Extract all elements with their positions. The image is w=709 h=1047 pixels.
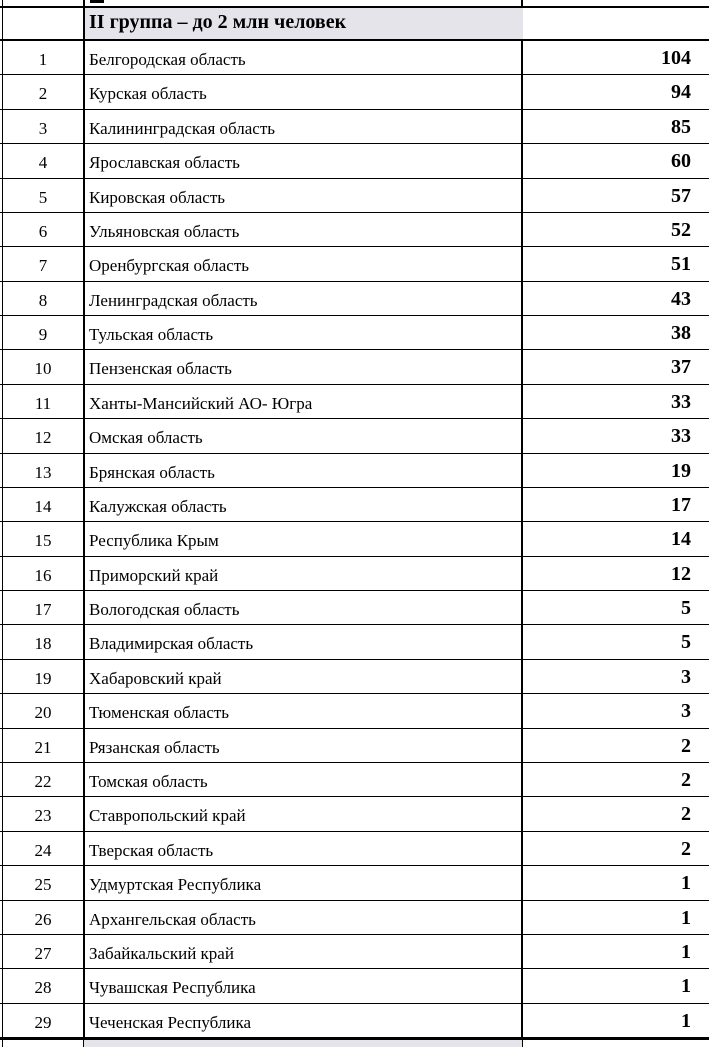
row-value: 37 bbox=[671, 356, 691, 379]
row-rank: 6 bbox=[38, 221, 48, 241]
row-value: 57 bbox=[671, 184, 691, 207]
table-row bbox=[0, 488, 709, 522]
row-value: 1 bbox=[681, 940, 691, 963]
table-row bbox=[0, 901, 709, 935]
table-row bbox=[0, 591, 709, 625]
row-region-name: Чеченская Республика bbox=[89, 1012, 251, 1032]
row-region-name: Архангельская область bbox=[89, 909, 256, 929]
table-row bbox=[0, 557, 709, 591]
row-rank: 28 bbox=[34, 978, 52, 998]
table-row bbox=[0, 144, 709, 178]
row-rank: 20 bbox=[34, 703, 52, 723]
row-region-name: Республика Крым bbox=[89, 531, 219, 551]
table-row bbox=[0, 797, 709, 831]
row-region-name: Тульская область bbox=[89, 325, 214, 345]
row-rank: 22 bbox=[34, 771, 52, 791]
table-row bbox=[0, 1004, 709, 1038]
row-value: 33 bbox=[671, 425, 691, 448]
row-rank: 15 bbox=[34, 531, 52, 551]
row-rank: 9 bbox=[38, 325, 48, 345]
row-value: 38 bbox=[671, 322, 691, 345]
row-rank: 3 bbox=[38, 118, 48, 138]
group-header-cell bbox=[84, 8, 523, 39]
table-row bbox=[0, 75, 709, 109]
row-value: 2 bbox=[681, 837, 691, 860]
row-rank: 23 bbox=[34, 806, 52, 826]
row-region-name: Кировская область bbox=[89, 187, 226, 207]
row-value: 2 bbox=[681, 734, 691, 757]
row-rank: 4 bbox=[38, 153, 48, 173]
table-row bbox=[0, 866, 709, 900]
table-row bbox=[0, 522, 709, 556]
row-value: 17 bbox=[671, 493, 691, 516]
row-value: 43 bbox=[671, 287, 691, 310]
row-region-name: Курская область bbox=[89, 84, 207, 104]
row-region-name: Хабаровский край bbox=[89, 668, 222, 688]
table-row bbox=[0, 729, 709, 763]
row-region-name: Ставропольский край bbox=[89, 806, 246, 826]
row-region-name: Чувашская Республика bbox=[89, 978, 256, 998]
row-value: 1 bbox=[681, 906, 691, 929]
row-region-name: Тюменская область bbox=[89, 703, 230, 723]
table-row bbox=[0, 110, 709, 144]
cut-off-text-fragment bbox=[90, 0, 104, 3]
table-row bbox=[0, 625, 709, 659]
row-region-name: Забайкальский край bbox=[89, 943, 234, 963]
table-row bbox=[0, 660, 709, 694]
row-value: 52 bbox=[671, 218, 691, 241]
row-region-name: Удмуртская Республика bbox=[89, 875, 262, 895]
row-rank: 27 bbox=[34, 943, 52, 963]
row-rank: 2 bbox=[38, 84, 48, 104]
table-row bbox=[0, 694, 709, 728]
table-row bbox=[0, 316, 709, 350]
row-region-name: Приморский край bbox=[89, 565, 219, 585]
table-row bbox=[0, 247, 709, 281]
row-region-name: Ханты-Мансийский АО- Югра bbox=[89, 393, 313, 413]
row-region-name: Ярославская область bbox=[89, 153, 240, 173]
row-rank: 10 bbox=[34, 359, 52, 379]
row-region-name: Калужская область bbox=[89, 496, 227, 516]
row-rank: 25 bbox=[34, 875, 52, 895]
row-region-name: Тверская область bbox=[89, 840, 214, 860]
row-region-name: Брянская область bbox=[89, 462, 215, 482]
row-value: 5 bbox=[681, 631, 691, 654]
table-row bbox=[0, 179, 709, 213]
row-region-name: Вологодская область bbox=[89, 600, 240, 620]
table-row bbox=[0, 419, 709, 453]
group-title: II группа – до 2 млн человек bbox=[89, 11, 347, 33]
row-rank: 8 bbox=[38, 290, 48, 310]
row-region-name: Пензенская область bbox=[89, 359, 232, 379]
next-group-header-cell bbox=[84, 1040, 522, 1047]
row-rank: 29 bbox=[34, 1012, 52, 1032]
row-region-name: Белгородская область bbox=[89, 50, 246, 69]
row-rank: 13 bbox=[34, 462, 52, 482]
row-rank: 26 bbox=[34, 909, 52, 929]
row-region-name: Ленинградская область bbox=[89, 290, 258, 310]
row-rank: 14 bbox=[34, 496, 52, 516]
row-value: 14 bbox=[671, 528, 691, 551]
row-value: 1 bbox=[681, 1009, 691, 1032]
row-value: 1 bbox=[681, 975, 691, 998]
row-rank: 7 bbox=[38, 256, 48, 276]
row-rank: 1 bbox=[38, 50, 48, 69]
row-value: 5 bbox=[681, 597, 691, 620]
table-row bbox=[0, 350, 709, 384]
row-value: 104 bbox=[661, 47, 691, 69]
row-rank: 24 bbox=[34, 840, 52, 860]
row-region-name: Томская область bbox=[89, 771, 208, 791]
table-row bbox=[0, 213, 709, 247]
table-row bbox=[0, 763, 709, 797]
table-row bbox=[0, 41, 709, 75]
row-value: 60 bbox=[671, 150, 691, 173]
row-value: 2 bbox=[681, 803, 691, 826]
row-value: 12 bbox=[671, 562, 691, 585]
row-rank: 5 bbox=[38, 187, 48, 207]
row-value: 85 bbox=[671, 115, 691, 138]
row-rank: 16 bbox=[34, 565, 52, 585]
row-value: 1 bbox=[681, 872, 691, 895]
table-row bbox=[0, 832, 709, 866]
row-region-name: Оренбургская область bbox=[89, 256, 250, 276]
row-rank: 17 bbox=[34, 600, 52, 620]
row-region-name: Рязанская область bbox=[89, 737, 220, 757]
row-value: 3 bbox=[681, 700, 691, 723]
row-value: 51 bbox=[671, 253, 691, 276]
row-value: 19 bbox=[671, 459, 691, 482]
table-row bbox=[0, 282, 709, 316]
row-region-name: Калининградская область bbox=[89, 118, 275, 138]
row-value: 33 bbox=[671, 390, 691, 413]
row-value: 2 bbox=[681, 768, 691, 791]
row-region-name: Омская область bbox=[89, 428, 203, 448]
row-rank: 19 bbox=[34, 668, 52, 688]
row-value: 94 bbox=[671, 81, 691, 104]
table-row bbox=[0, 385, 709, 419]
row-rank: 11 bbox=[34, 393, 52, 413]
row-region-name: Владимирская область bbox=[89, 634, 254, 654]
table-row bbox=[0, 969, 709, 1003]
row-region-name: Ульяновская область bbox=[89, 221, 240, 241]
row-value: 3 bbox=[681, 665, 691, 688]
table-row bbox=[0, 935, 709, 969]
table-row bbox=[0, 454, 709, 488]
row-rank: 21 bbox=[34, 737, 52, 757]
row-rank: 12 bbox=[34, 428, 52, 448]
row-rank: 18 bbox=[34, 634, 52, 654]
